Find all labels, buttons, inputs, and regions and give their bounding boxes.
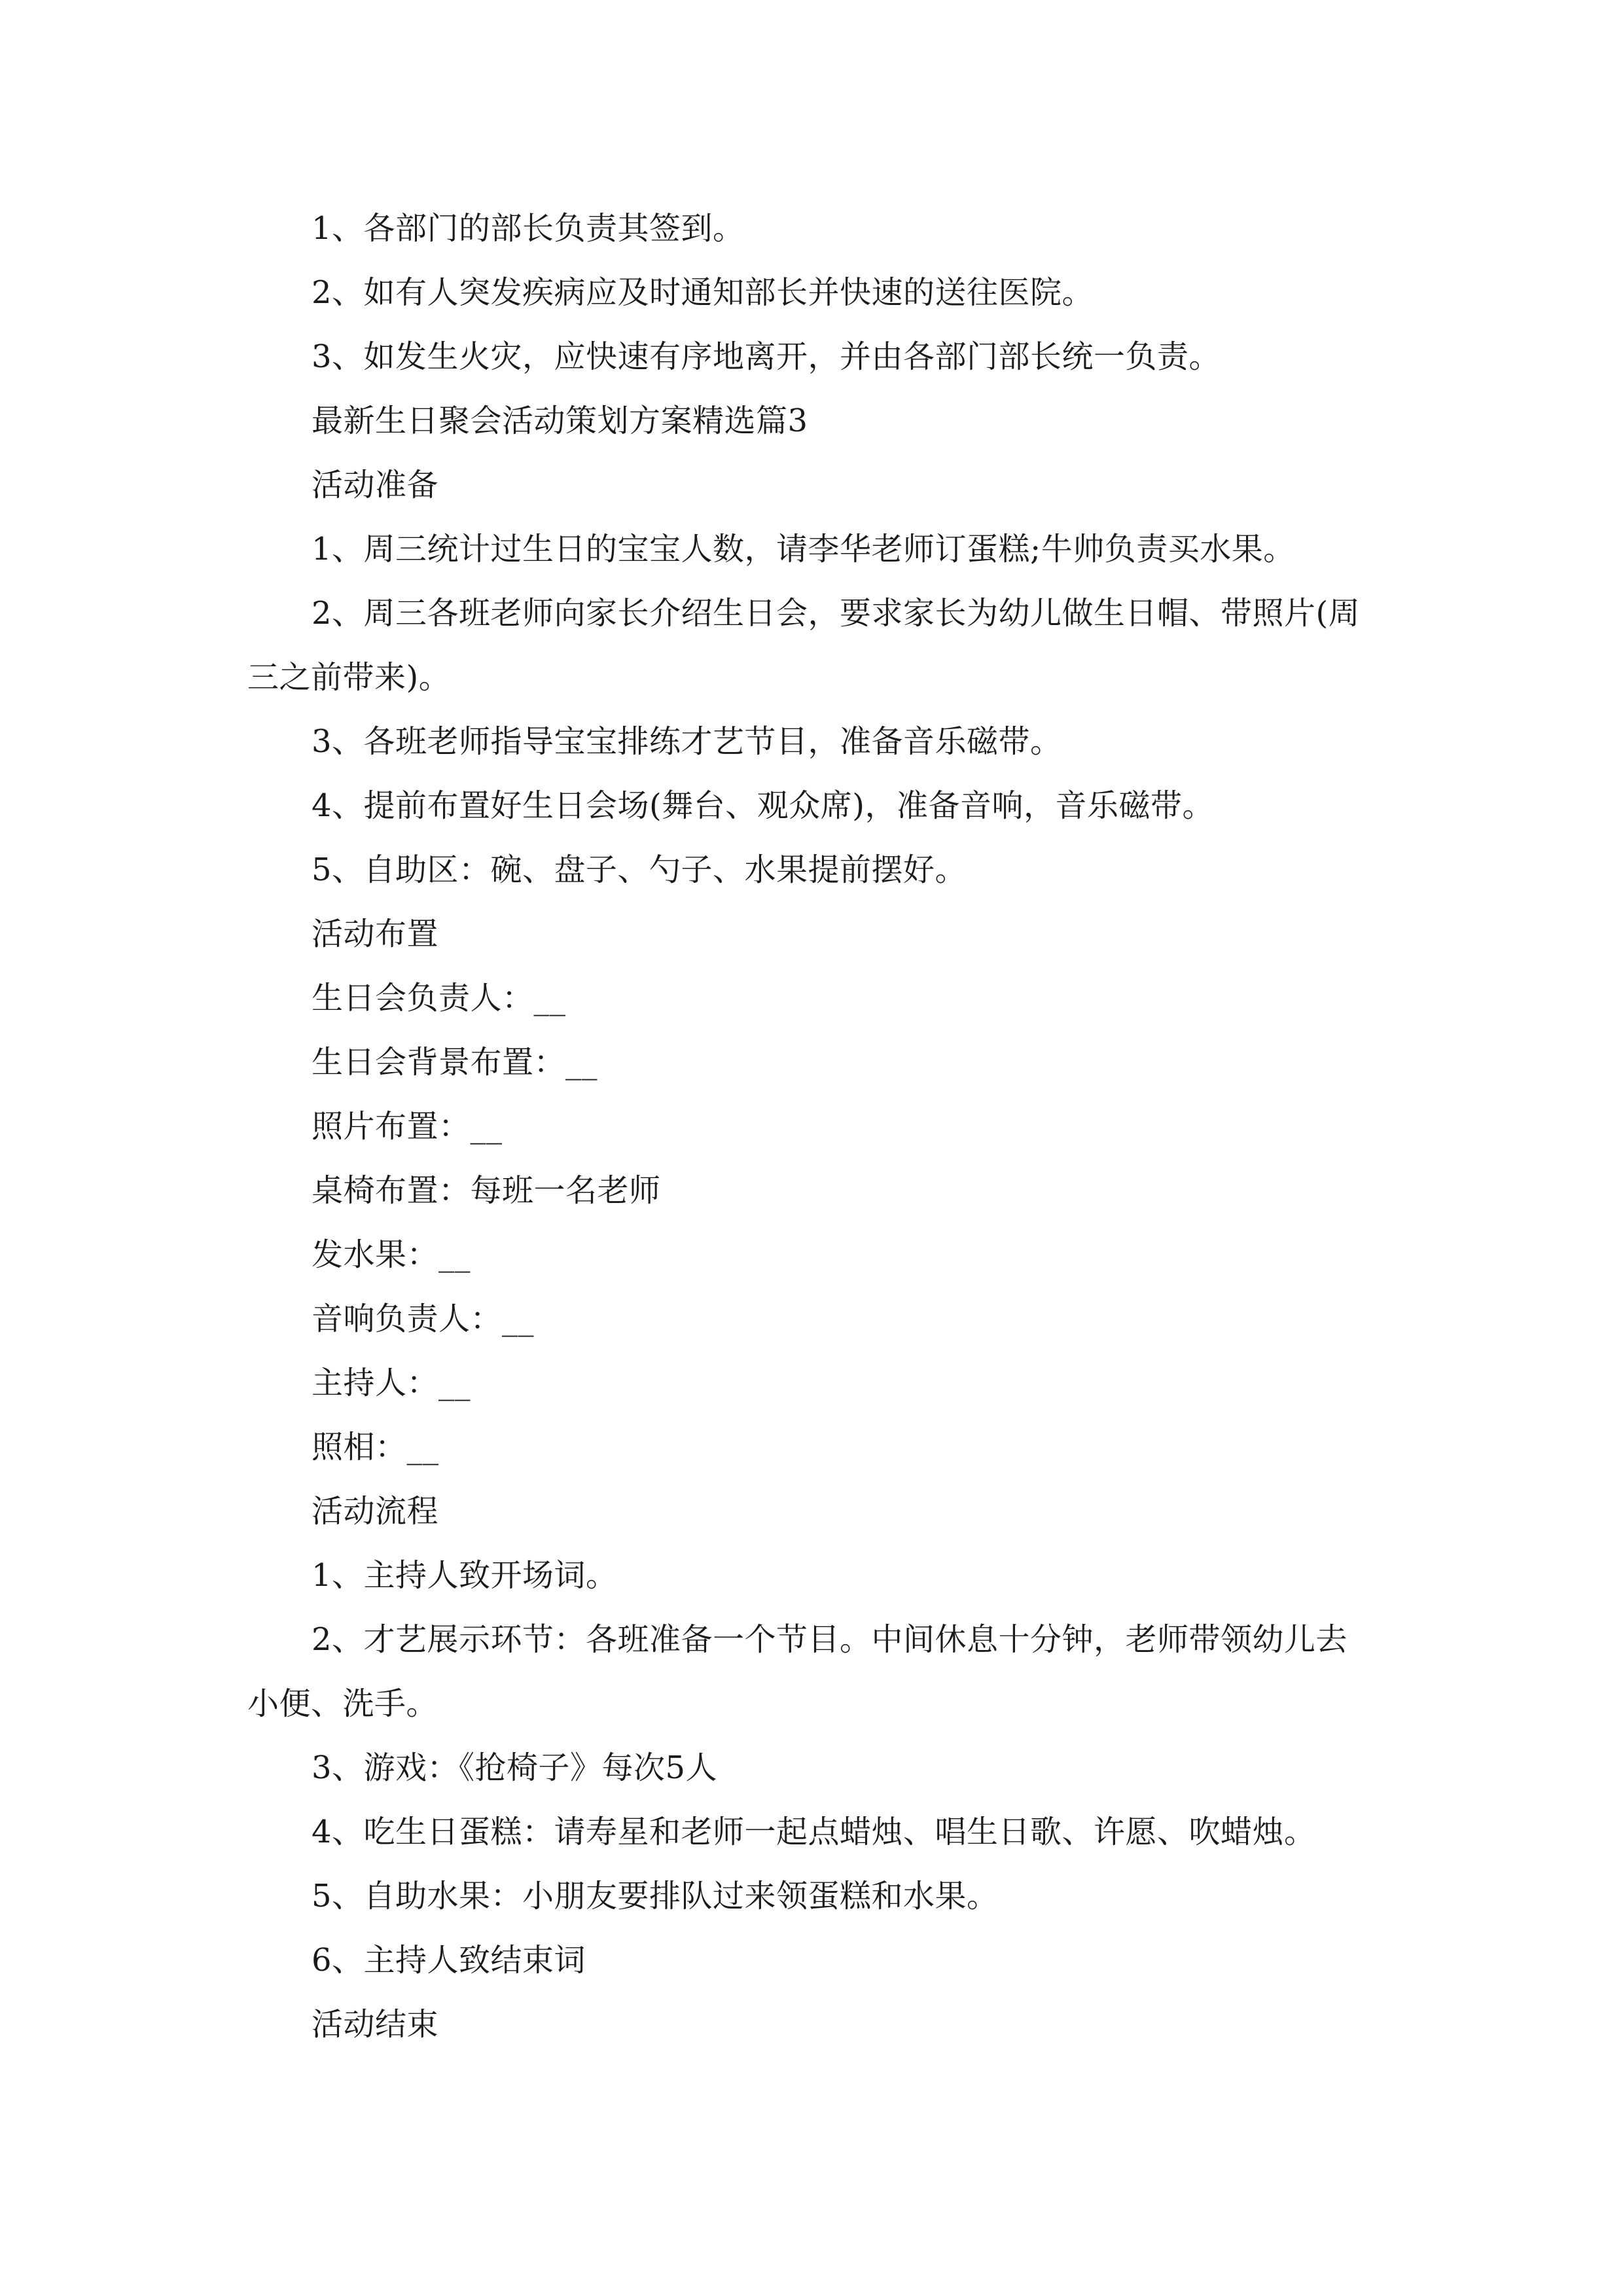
- arrangement-party-lead: 生日会负责人：__: [312, 980, 566, 1016]
- arrangement-sound: 音响负责人：__: [312, 1300, 535, 1337]
- arrangement-fruit: 发水果：__: [312, 1236, 471, 1273]
- flow-item-4: 4、吃生日蛋糕：请寿星和老师一起点蜡烛、唱生日歌、许愿、吹蜡烛。: [312, 1814, 1316, 1850]
- arrangement-photos: 照片布置：__: [312, 1108, 503, 1145]
- arrangement-photographer: 照相：__: [312, 1429, 439, 1465]
- section-title-plan-3: 最新生日聚会活动策划方案精选篇3: [312, 403, 808, 439]
- document-body: [247, 196, 1376, 2056]
- preparation-item-2: 2、周三各班老师向家长介绍生日会，要求家长为幼儿做生日帽、带照片(周三之前带来)。: [247, 595, 1361, 696]
- flow-item-2: 2、才艺展示环节：各班准备一个节目。中间休息十分钟，老师带领幼儿去小便、洗手。: [247, 1621, 1348, 1722]
- heading-activity-arrangement: 活动布置: [312, 916, 439, 952]
- arrangement-host: 主持人：__: [312, 1365, 471, 1401]
- flow-item-5: 5、自助水果：小朋友要排队过来领蛋糕和水果。: [312, 1878, 999, 1914]
- arrangement-tables-chairs: 桌椅布置：每班一名老师: [312, 1172, 661, 1209]
- preparation-item-3: 3、各班老师指导宝宝排练才艺节目，准备音乐磁带。: [312, 723, 1062, 760]
- paragraph-illness-procedure: 2、如有人突发疾病应及时通知部长并快速的送往医院。: [312, 274, 1094, 311]
- preparation-item-4: 4、提前布置好生日会场(舞台、观众席)，准备音响，音乐磁带。: [312, 787, 1214, 824]
- heading-activity-flow: 活动流程: [312, 1493, 439, 1530]
- heading-activity-preparation: 活动准备: [312, 467, 439, 503]
- flow-item-1: 1、主持人致开场词。: [312, 1557, 618, 1594]
- preparation-item-1: 1、周三统计过生日的宝宝人数，请李华老师订蛋糕;牛帅负责买水果。: [312, 531, 1295, 567]
- paragraph-fire-procedure: 3、如发生火灾，应快速有序地离开，并由各部门部长统一负责。: [312, 338, 1221, 375]
- heading-activity-end: 活动结束: [312, 2006, 439, 2043]
- flow-item-6: 6、主持人致结束词: [312, 1942, 586, 1979]
- arrangement-backdrop: 生日会背景布置：__: [312, 1044, 598, 1081]
- paragraph-sign-in-duty: 1、各部门的部长负责其签到。: [312, 210, 745, 247]
- flow-item-3: 3、游戏：《抢椅子》每次5人: [312, 1749, 718, 1786]
- preparation-item-5: 5、自助区：碗、盘子、勺子、水果提前摆好。: [312, 852, 967, 888]
